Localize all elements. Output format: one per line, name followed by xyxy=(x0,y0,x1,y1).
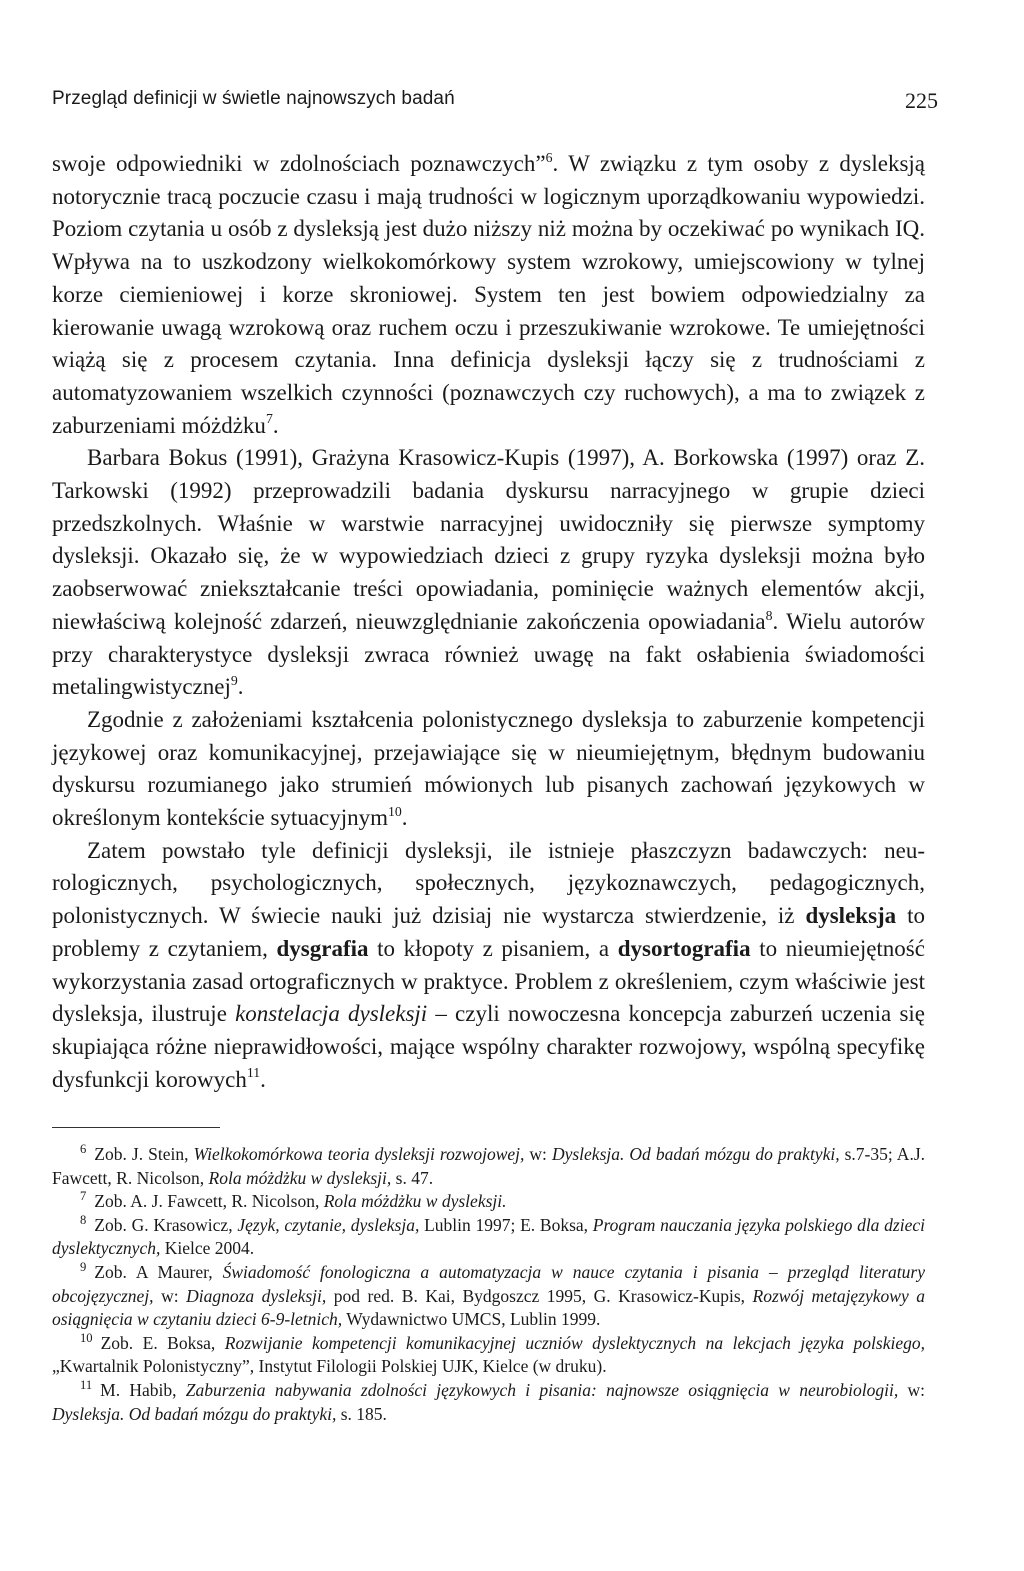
page-header xyxy=(52,88,938,118)
page-number: 225 xyxy=(905,88,938,113)
footnote-title: Dysleksja. Od badań mózgu do praktyki, xyxy=(52,1403,337,1424)
footnote-text: s. 185. xyxy=(336,1403,387,1424)
text-run: Zatem powstało tyle definicji dysleksji, ile istnieje płaszczyzn badawczych: neurologicznych, psychologicznych, społecznych, językoznawczych, pedagogicznych, polonistycznych. W świecie nauki już dzisiaj nie wystarcza stwierdzenie, iż xyxy=(52,837,925,929)
paragraph-4 xyxy=(52,835,925,1097)
footnote-7 xyxy=(52,1190,925,1214)
footnote-title: Wielkokomórkowa teoria dysleksji rozwojowej, xyxy=(193,1144,525,1164)
text-run: . xyxy=(260,1066,266,1092)
footnote-11 xyxy=(52,1379,925,1426)
footnote-text: Zob. E. Boksa, xyxy=(100,1332,225,1353)
footnote-title: Rola móżdżku w dysleksji, xyxy=(208,1167,392,1188)
footnote-title: Rozwijanie kompetencji komunikacyjnej uczniów dyslektycznych na lekcjach języka polskiego, xyxy=(224,1332,925,1353)
footnote-6 xyxy=(52,1143,925,1190)
footnote-9 xyxy=(52,1261,925,1332)
text-run: to nieumiejętność wykorzystania zasad ortograficznych w praktyce. Problem z określeniem, czym właściwie jest dysleksja, ilustruje xyxy=(52,935,925,1027)
footnote-number: 6 xyxy=(80,1142,87,1157)
footnote-text: Zob. G. Krasowicz, xyxy=(94,1214,238,1235)
footnote-text: s. 47. xyxy=(391,1167,434,1188)
footnote-text: Zob. A Maurer, xyxy=(94,1261,223,1282)
footnote-text: Zob. A. J. Fawcett, R. Nicolson, xyxy=(94,1191,324,1212)
footnote-text: w: xyxy=(898,1379,926,1400)
footnote-title: Dysleksja. Od badań mózgu do praktyki, xyxy=(551,1144,840,1164)
term-konstelacja: konstelacja dysleksji xyxy=(235,1001,428,1027)
text-run: . W związku z tym osoby z dysleksją notorycznie tracą poczucie czasu i mają trudności w logicznym uporządkowaniu wypowiedzi. Poziom czytania u osób z dysleksją jest dużo niższy niż można by oczekiwać po wynikach IQ. Wpływa na to uszkodzony wielkokomórkowy system wzrokowy, umiejscowiony w tylnej korze ciemieniowej i korze skroniowej. System ten jest bowiem odpowiedzialny za kierowanie uwagą wzrokową oraz ruchem oczu i przeszukiwanie wzrokowe. Te umiejętności wiążą się z procesem czytania. Inna definicja dysleksji łączy się z trudnościami z automatyzowaniem wszelkich czynności (poznawczych czy ruchowych), a ma to związek z zaburzeniami móżdżku xyxy=(52,151,926,438)
footnote-ref-6: 6 xyxy=(545,149,553,165)
paragraph-3 xyxy=(52,704,925,835)
footnotes-section xyxy=(52,1143,925,1426)
term-dysleksja: dysleksja xyxy=(805,903,897,929)
footnote-ref-8: 8 xyxy=(765,607,773,623)
footnote-text: w: xyxy=(524,1144,552,1164)
text-run: to problemy z czytaniem, xyxy=(52,903,926,961)
footnote-text: Zob. J. Stein, xyxy=(94,1144,194,1164)
footnote-text: Lublin 1997; E. Boksa, xyxy=(419,1214,593,1235)
footnote-number: 7 xyxy=(80,1189,87,1204)
term-dysortografia: dysortografia xyxy=(617,935,751,961)
footnote-ref-7: 7 xyxy=(265,411,273,427)
text-run: . Wielu autorów przy charakterystyce dysleksji zwraca również uwagę na fakt osłabienia świadomości metalingwistycznej xyxy=(52,608,926,700)
footnote-separator xyxy=(52,1127,220,1128)
footnote-ref-11: 11 xyxy=(246,1065,261,1081)
footnote-text: pod red. B. Kai, Bydgoszcz 1995, G. Krasowicz-Kupis, xyxy=(326,1285,753,1306)
text-run: . xyxy=(237,674,244,700)
footnote-number: 8 xyxy=(80,1212,87,1227)
footnote-text: s.7-35; A.J. Fawcett, R. Nicolson, xyxy=(52,1144,926,1188)
text-run: . xyxy=(401,805,408,831)
footnote-8 xyxy=(52,1214,925,1261)
footnote-number: 10 xyxy=(80,1330,93,1345)
footnote-title: Język, czytanie, dysleksja, xyxy=(237,1214,420,1235)
footnote-ref-9: 9 xyxy=(230,672,238,688)
main-text xyxy=(52,148,925,1096)
footnote-text: w: xyxy=(153,1285,187,1306)
footnote-title: Świadomość fonologiczna a automatyzacja w nauce czytania i pisania – przegląd literatury obcojęzycznej, xyxy=(52,1261,926,1306)
paragraph-1 xyxy=(52,148,925,442)
running-head: Przegląd definicji w świetle najnowszych badań xyxy=(52,88,455,109)
text-run: . xyxy=(272,412,279,438)
footnote-text: Kielce 2004. xyxy=(160,1238,255,1259)
footnote-title: Rozwój metajęzykowy a osiągnięcia w czytaniu dzieci 6-9-letnich, xyxy=(52,1285,925,1330)
text-run: – czyli nowoczesna koncepcja zaburzeń uczenia się skupiająca różne nieprawidłowości, mające wspólny charakter rozwojowy, wspólną specyfikę dysfunkcji korowych xyxy=(52,1001,925,1092)
term-dysgrafia: dysgrafia xyxy=(276,935,369,961)
text-run: swoje odpowiedniki w zdolnościach poznawczych” xyxy=(52,151,546,176)
footnote-title: Program nauczania języka polskiego dla dzieci dyslektycznych, xyxy=(52,1214,926,1259)
footnote-10 xyxy=(52,1332,925,1379)
footnote-text: Wydawnictwo UMCS, Lublin 1999. xyxy=(342,1309,601,1330)
footnote-ref-10: 10 xyxy=(388,803,402,819)
footnote-number: 11 xyxy=(80,1378,93,1393)
footnote-text: „Kwartalnik Polonistyczny”, Instytut Filologii Polskiej UJK, Kielce (w druku). xyxy=(52,1356,607,1377)
text-run: to kłopoty z pisaniem, a xyxy=(368,935,618,961)
text-run: Zgodnie z założeniami kształcenia polonistycznego dysleksja to zaburzenie kompetencji językowej oraz komunikacyjnej, przejawiające się w nieumiejętnym, błędnym budowaniu dyskursu rozumianego jako strumień mówionych lub pisanych zachowań językowych w określonym kontekście sytuacyjnym xyxy=(52,706,925,831)
footnote-title: Diagnoza dysleksji, xyxy=(186,1285,327,1306)
footnote-text: M. Habib, xyxy=(100,1379,186,1400)
paragraph-2 xyxy=(52,442,925,704)
footnote-title: Rola móżdżku w dysleksji. xyxy=(323,1191,507,1212)
footnote-title: Zaburzenia nabywania zdolności językowych i pisania: najnowsze osiągnięcia w neurobiologii, xyxy=(185,1379,899,1400)
text-run: Barbara Bokus (1991), Grażyna Krasowicz-Kupis (1997), A. Borkowska (1997) oraz Z. Tarkowski (1992) przeprowadzili badania dyskursu narracyjnego w grupie dzieci przedszkolnych. Właśnie w warstwie narracyjnej uwidoczniły się pierwsze symptomy dysleksji. Okazało się, że w wypowiedziach dzieci z grupy ryzyka dysleksji można było zaobserwować zniekształcanie treści opowiadania, pominięcie ważnych elementów akcji, niewłaściwą kolejność zdarzeń, nieuwzględnianie zakończenia opowiadania xyxy=(52,445,925,634)
footnote-number: 9 xyxy=(80,1260,87,1275)
